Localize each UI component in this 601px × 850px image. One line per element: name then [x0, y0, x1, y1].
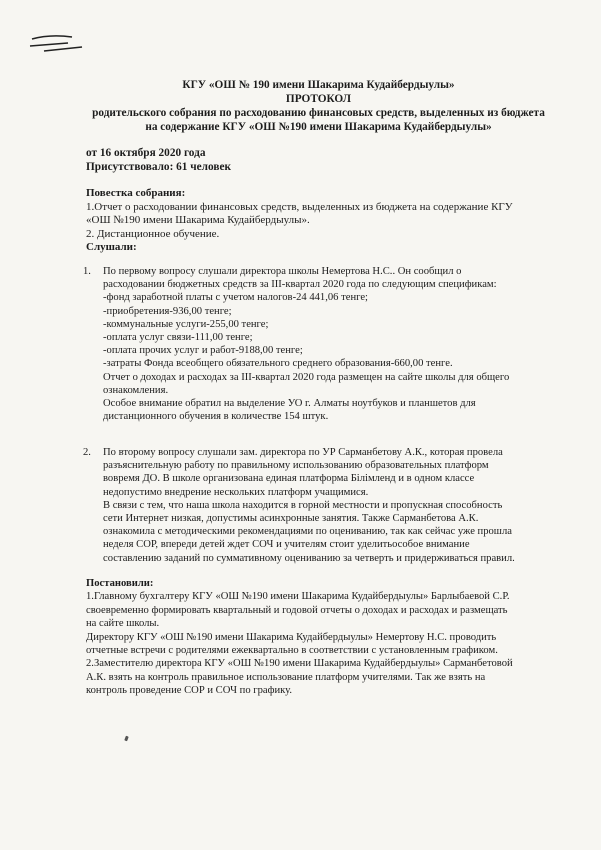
item-line: -фонд заработной платы с учетом налогов-24 441,06 тенге;: [103, 292, 368, 304]
subject-line-2: на содержание КГУ «ОШ №190 имени Шакарима Кудайбердыулы»: [145, 121, 492, 133]
item-line: -оплата прочих услуг и работ-9188,00 тенге;: [103, 345, 303, 357]
subject-line-1: родительского собрания по расходованию финансовых средств, выделенных из бюджета: [92, 107, 545, 119]
decree-line: А.К. взять на контроль правильное использование платформ учителями. Так же взять на: [86, 671, 486, 683]
meeting-date: от 16 октября 2020 года: [86, 147, 206, 159]
decree-line: контроль проведение СОР и СОЧ по графику.: [86, 685, 293, 697]
item-line: неделя СОР, впереди детей ждет СОЧ и учителям стоит уделитьособое внимание: [103, 539, 470, 551]
decree-line: Директору КГУ «ОШ №190 имени Шакарима Кудайбердыулы» Немертову Н.С. проводить: [86, 631, 497, 643]
agenda-heading: Повестка собрания:: [86, 187, 186, 199]
item-line: разъяснительную работу по правильному использованию образовательных платформ: [103, 460, 489, 472]
item-line: дистанционного обучения в количестве 154 штук.: [103, 411, 329, 423]
item-line: ознакомила с методическими рекомендациями по оцениванию, так как сейчас уже прошла: [103, 526, 512, 538]
item-line: По первому вопросу слушали директора школы Немертова Н.С.. Он сообщил о: [103, 266, 462, 277]
item-line: ознакомления.: [103, 384, 169, 396]
decree-line: отчетные встречи с родителями ежеквартально в соответствии с установленным графиком.: [86, 645, 498, 657]
handwritten-mark: [28, 30, 88, 60]
school-name: КГУ «ОШ № 190 имени Шакарима Кудайбердыулы»: [182, 79, 455, 91]
item-line: расходовании бюджетных средств за III-квартал 2020 года по следующим спецификам:: [103, 279, 497, 291]
decree-heading: Постановили:: [86, 578, 154, 589]
agenda-item-1-line-2: «ОШ №190 имени Шакарима Кудайбердыулы».: [86, 214, 310, 226]
decree-line: на сайте школы.: [86, 618, 160, 630]
item-number: 2.: [83, 447, 91, 458]
item-line: вовремя ДО. В школе организована единая платформа Білімленд и в одном классе: [103, 473, 475, 485]
decree-line: своевременно формировать квартальный и годовой отчеты о доходах и расходах и размещать: [86, 604, 508, 616]
scan-speck: [124, 736, 129, 742]
meeting-meta: [86, 146, 231, 174]
document-header: [60, 78, 577, 134]
item-line: По второму вопросу слушали зам. директора по УР Сарманбетову А.К., которая провела: [103, 447, 503, 458]
item-number: 1.: [83, 266, 91, 277]
item-line: -затраты Фонда всеобщего обязательного среднего образования-660,00 тенге.: [103, 358, 453, 370]
decree-section: [86, 577, 576, 698]
item-line: -приобретения-936,00 тенге;: [103, 305, 232, 317]
item-line: Особое внимание обратил на выделение УО г. Алматы ноутбуков и планшетов для: [103, 398, 476, 410]
agenda-item-2: 2. Дистанционное обучение.: [86, 227, 220, 240]
item-line: сети Интернет низкая, допустимы асинхронные занятия. Также Сарманбетова А.К.: [103, 513, 479, 525]
item-line: -оплата услуг связи-111,00 тенге;: [103, 332, 253, 344]
agenda-section: [86, 187, 571, 255]
attendance: Присутствовало: 61 человек: [86, 161, 231, 173]
item-line: составлению заданий по суммативному оцениванию за четверть и придерживаться правил.: [103, 552, 515, 564]
heard-heading: Слушали:: [86, 241, 137, 253]
decree-line: 2.Заместителю директора КГУ «ОШ №190 имени Шакарима Кудайбердыулы» Сарманбетовой: [86, 658, 513, 670]
decree-line: 1.Главному бухгалтеру КГУ «ОШ №190 имени Шакарима Кудайбердыулы» Барлыбаевой С.Р.: [86, 591, 510, 603]
document-type: ПРОТОКОЛ: [285, 93, 352, 105]
agenda-item-1-line-1: 1.Отчет о расходовании финансовых средств, выделенных из бюджета на содержание КГУ: [86, 200, 513, 213]
item-line: -коммунальные услуги-255,00 тенге;: [103, 318, 269, 330]
item-line: недопустимо внедрение нескольких платформ учащимися.: [103, 486, 369, 498]
item-line: Отчет о доходах и расходах за III-квартал 2020 года размещен на сайте школы для общего: [103, 371, 510, 383]
item-line: В связи с тем, что наша школа находится в горной местности и пропускная способность: [103, 499, 503, 511]
